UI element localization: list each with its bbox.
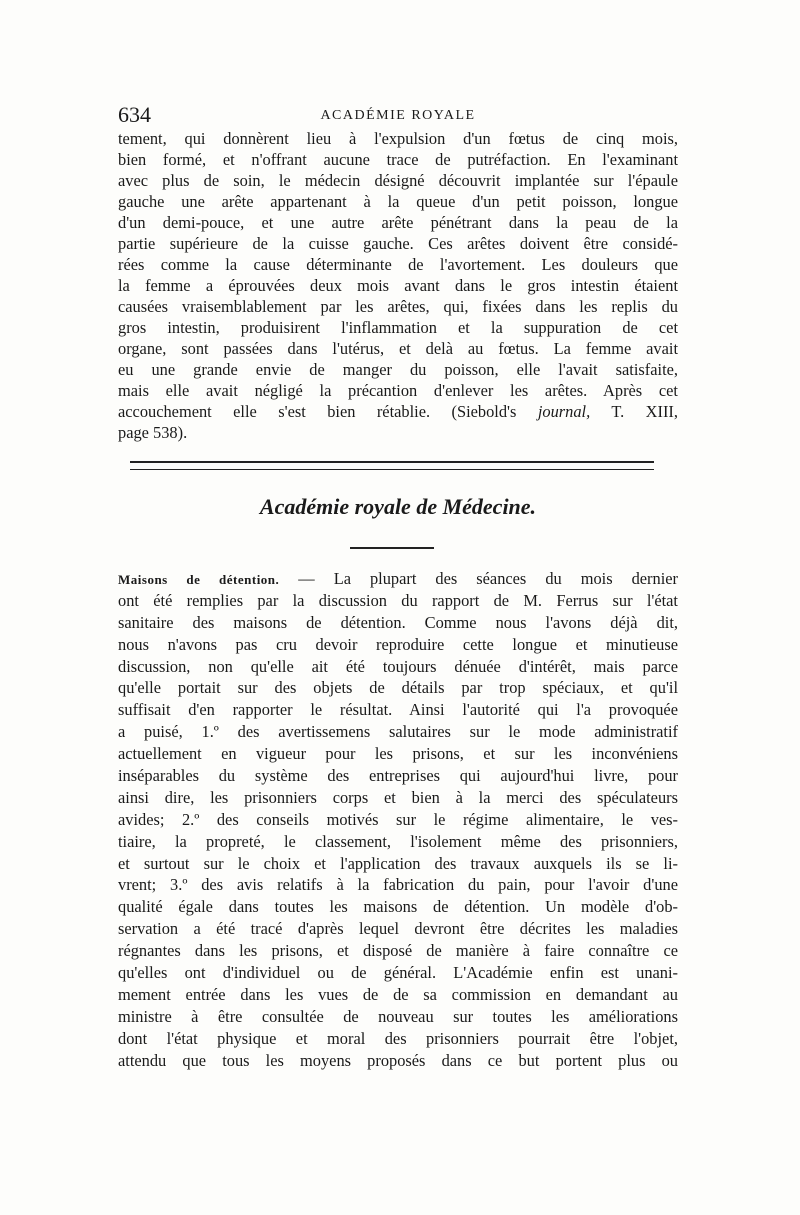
text-line: attendu que tous les moyens proposés dans ce but portent plus ou [118,1050,678,1070]
text-line: vrent; 3.º des avis relatifs à la fabrication du pain, pour l'avoir d'une [118,875,678,895]
text-line: rées comme la cause déterminante de l'avortement. Les douleurs que [118,255,678,274]
text-line: discussion, non qu'elle ait été toujours dénuée d'intérêt, mais parce [118,656,678,676]
text-line: mement entrée dans les vues de de sa commission en demandant au [118,984,678,1004]
lead-in-text: — La plupart des séances du mois dernier [279,569,678,588]
text-line: nous n'avons pas cru devoir reproduire cette longue et minutieuse [118,634,678,654]
case-report-paragraph [118,128,678,443]
text-line: qu'elles ont d'individuel ou de général. L'Académie enfin est unani- [118,963,678,983]
text-line: suffisait d'en rapporter le résultat. Ainsi l'autorité qui l'a provoquée [118,700,678,720]
text-line: actuellement en vigueur pour les prisons, et sur les inconvéniens [118,744,678,764]
text-line: tiaire, la propreté, le classement, l'isolement même des prisonniers, [118,831,678,851]
text-line: organe, sont passées dans l'utérus, et delà au fœtus. La femme avait [118,339,678,358]
text-line: sanitaire des maisons de détention. Comme nous l'avons déjà dit, [118,612,678,632]
text-line: qu'elle portait sur des objets de détails par trop spéciaux, et qu'il [118,678,678,698]
text-line: bien formé, et n'offrant aucune trace de putréfaction. En l'examinant [118,150,678,169]
text-line: et surtout sur le choix et l'application des travaux auxquels ils se li- [118,853,678,873]
text-line-lead [118,568,678,590]
lead-in-heading: Maisons de détention. [118,572,280,587]
text-line: inséparables du système des entreprises qui aujourd'hui livre, pour [118,766,678,786]
detention-paragraph [118,568,678,1071]
text-line: a puisé, 1.º des avertissemens salutaires sur le mode administratif [118,722,678,742]
text-line: gros intestin, produisirent l'inflammation et la suppuration de cet [118,318,678,337]
text-line: avides; 2.º des conseils motivés sur le régime alimentaire, le ves- [118,809,678,829]
text-line: d'un demi-pouce, et une autre arête pénétrant dans la peau de la [118,213,678,232]
text-line: gauche une arête appartenant à la queue d'un petit poisson, longue [118,192,678,211]
section-title: Académie royale de Médecine. [259,494,537,519]
text-line: avec plus de soin, le médecin désigné découvrit implantée sur l'épaule [118,171,678,190]
text-line: tement, qui donnèrent lieu à l'expulsion d'un fœtus de cinq mois, [118,129,678,148]
text-line: la femme a éprouvées deux mois avant dans le gros intestin étaient [118,276,678,295]
text-line: page 538). [118,423,188,442]
text-line: partie supérieure de la cuisse gauche. Ces arêtes doivent être considé- [118,234,678,253]
text-line: servation a été tracé d'après lequel devront être décrites les maladies [118,919,678,939]
text-line: qualité égale dans toutes les maisons de détention. Un modèle d'ob- [118,897,678,917]
page-number: 634 [118,102,151,127]
text-line: dont l'état physique et moral des prisonniers pourrait être l'objet, [118,1028,678,1048]
text-line: régnantes dans les prisons, et disposé de manière à faire connaître ce [118,941,678,961]
citation-journal: journal, [537,402,591,421]
text-line-citation [118,401,678,422]
text-line: ont été remplies par la discussion du rapport de M. Ferrus sur l'état [118,590,678,610]
title-underline-rule [350,547,434,549]
text-line: eu une grande envie de manger du poisson, elle l'avait satisfaite, [118,360,678,379]
citation-volume: T. XIII, [611,402,678,421]
text-line: ministre à être consultée de nouveau sur toutes les améliorations [118,1006,678,1026]
section-divider-double-rule [130,461,654,470]
text-line: causées vraisemblablement par les arêtes, qui, fixées dans les replis du [118,297,678,316]
citation-text: accouchement elle s'est bien rétablie. (Siebold's [118,402,517,421]
page-header [118,102,678,126]
text-line: mais elle avait négligé la précantion d'enlever les arêtes. Après cet [118,381,678,400]
text-line: ainsi dire, les prisonniers corps et bien à la merci des spéculateurs [118,787,678,807]
running-head: ACADÉMIE ROYALE [320,108,476,123]
